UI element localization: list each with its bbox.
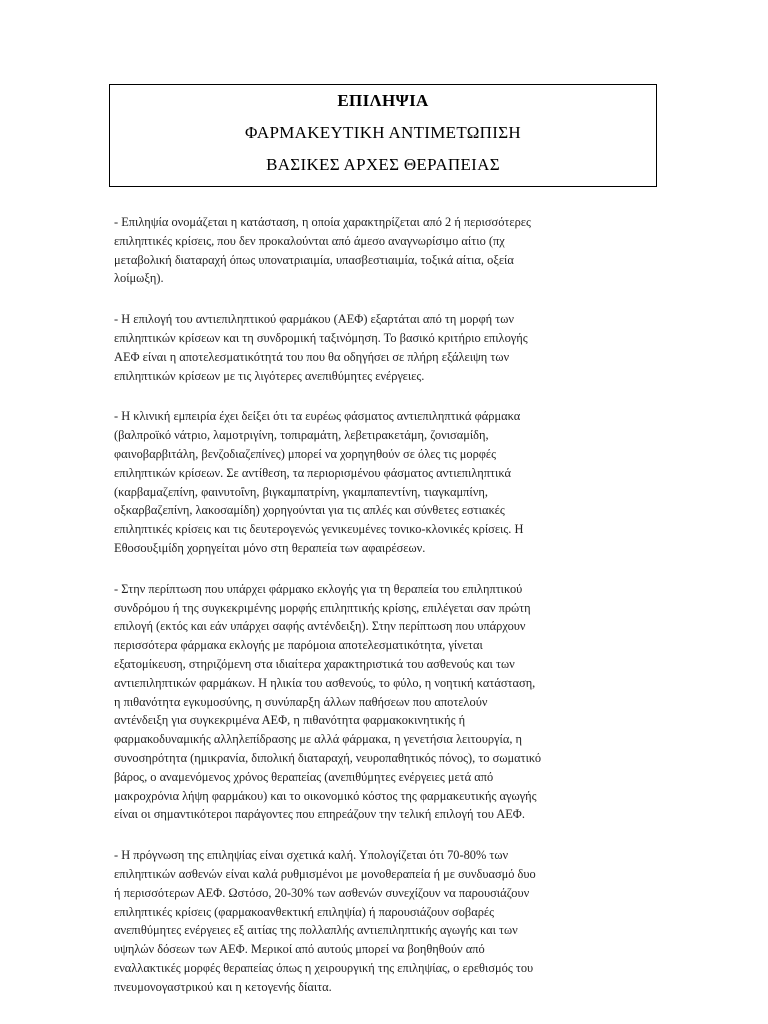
title-box (109, 84, 657, 187)
paragraph-line: συνοσηρότητα (ημικρανία, διπολική διαταραχή, νευροπαθητικός πόνος), το σωματικό (114, 750, 542, 765)
paragraph-line: περισσότερα φάρμακα εκλογής με παρόμοια αποτελεσματικότητα, γίνεται (114, 638, 483, 653)
document-title: ΕΠΙΛΗΨΙΑ (337, 91, 429, 110)
paragraph-line: αντένδειξη για συγκεκριμένα ΑΕΦ, η πιθανότητα φαρμακοκινητικής ή (114, 713, 466, 728)
paragraph-line: φαινοβαρβιτάλη, βενζοδιαζεπίνες) μπορεί να χορηγηθούν σε όλες τις μορφές (114, 446, 497, 461)
paragraph-line: - Η πρόγνωση της επιληψίας είναι σχετικά καλή. Υπολογίζεται ότι 70-80% των (114, 848, 509, 863)
paragraph-line: επιληπτικών ασθενών είναι καλά ρυθμισμένοι με μονοθεραπεία ή με συνδυασμό δυο (114, 866, 536, 881)
paragraph-line: επιλογή (εκτός και εάν υπάρχει σαφής αντένδειξη). Στην περίπτωση που υπάρχουν (114, 619, 526, 634)
paragraph-line: μακροχρόνια λήψη φαρμάκου) και το οικονομικό κόστος της φαρμακευτικής αγωγής (114, 788, 537, 803)
paragraph-line: επιληπτικές κρίσεις (φαρμακοανθεκτική επιληψία) ή παρουσιάζουν σοβαρές (114, 904, 495, 919)
paragraph-line: εξατομίκευση, στηριζόμενη στα ιδιαίτερα χαρακτηριστικά του ασθενούς και των (114, 656, 515, 671)
paragraph-line: επιληπτικών κρίσεων. Σε αντίθεση, τα περιορισμένου φάσματος αντιεπιληπτικά (114, 465, 511, 480)
paragraph-line: ΑΕΦ είναι η αποτελεσματικότητά του που θα οδηγήσει σε πλήρη εξάλειψη των (114, 349, 510, 364)
paragraph-line: επιληπτικές κρίσεις και τις δευτερογενώς γενικευμένες τονικο-κλονικές κρίσεις. Η (114, 522, 524, 537)
paragraph (114, 407, 674, 557)
paragraph-line: (καρβαμαζεπίνη, φαινυτοΐνη, βιγκαμπατρίνη, γκαμπαπεντίνη, τιαγκαμπίνη, (114, 484, 488, 499)
paragraph-line: είναι οι σημαντικότεροι παράγοντες που επηρεάζουν την τελική επιλογή του ΑΕΦ. (114, 807, 525, 822)
paragraph-line: βάρος, ο αναμενόμενος χρόνος θεραπείας (ανεπιθύμητες ενέργειες μετά από (114, 769, 494, 784)
paragraph-line: πνευμονογαστρικού και η κετογενής δίαιτα. (114, 979, 332, 994)
paragraph (114, 213, 674, 288)
paragraph-line: οξκαρβαζεπίνη, λακοσαμίδη) χορηγούνται για τις απλές και σύνθετες εστιακές (114, 503, 505, 518)
paragraph-line: εναλλακτικές μορφές θεραπείας όπως η χειρουργική της επιληψίας, ο ερεθισμός του (114, 960, 534, 975)
paragraph-line: - Η κλινική εμπειρία έχει δείξει ότι τα ευρέως φάσματος αντιεπιληπτικά φάρμακα (114, 409, 521, 424)
paragraph-line: υψηλών δόσεων των ΑΕΦ. Μερικοί από αυτούς μπορεί να βοηθηθούν από (114, 942, 485, 957)
document-body (114, 213, 674, 1018)
paragraph-line: επιληπτικών κρίσεων με τις λιγότερες ανεπιθύμητες ενέργειες. (114, 368, 425, 383)
paragraph (114, 580, 674, 824)
paragraph-line: λοίμωξη). (114, 271, 164, 286)
paragraph-line: η πιθανότητα εγκυμοσύνης, η συνύπαρξη άλλων παθήσεων που αποτελούν (114, 694, 488, 709)
document-subtitle: ΦΑΡΜΑΚΕΥΤΙΚΗ ΑΝΤΙΜΕΤΩΠΙΣΗ (244, 123, 521, 142)
paragraph-line: επιληπτικών κρίσεων και τη συνδρομική ταξινόμηση. Το βασικό κριτήριο επιλογής (114, 330, 528, 345)
paragraph-line: - Στην περίπτωση που υπάρχει φάρμακο εκλογής για τη θεραπεία του επιληπτικού (114, 581, 523, 596)
paragraph-line: μεταβολική διαταραχή όπως υπονατριαιμία, υπασβεστιαιμία, τοξικά αίτια, οξεία (114, 252, 514, 267)
paragraph-line: συνδρόμου ή της συγκεκριμένης μορφής επιληπτικής κρίσης, επιλέγεται σαν πρώτη (114, 600, 531, 615)
paragraph-line: - Επιληψία ονομάζεται η κατάσταση, η οποία χαρακτηρίζεται από 2 ή περισσότερες (114, 215, 531, 229)
paragraph-line: Εθοσουξιμίδη χορηγείται μόνο στη θεραπεία των αφαιρέσεων. (114, 540, 426, 555)
paragraph (114, 310, 674, 385)
paragraph-line: ή περισσότερων ΑΕΦ. Ωστόσο, 20-30% των ασθενών συνεχίζουν να παρουσιάζουν (114, 885, 530, 900)
section-heading: ΒΑΣΙΚΕΣ ΑΡΧΕΣ ΘΕΡΑΠΕΙΑΣ (266, 155, 500, 174)
paragraph-line: αντιεπιληπτικών φαρμάκων. Η ηλικία του ασθενούς, το φύλο, η νοητική κατάσταση, (114, 675, 536, 690)
paragraph-line: επιληπτικές κρίσεις, που δεν προκαλούνται από άμεσο αναγνωρίσιμο αίτιο (πχ (114, 233, 505, 248)
paragraph (114, 846, 674, 996)
paragraph-line: φαρμακοδυναμικής αλληλεπίδρασης με αλλά φάρμακα, η γενετήσια λειτουργία, η (114, 732, 523, 747)
paragraph-line: - Η επιλογή του αντιεπιληπτικού φαρμάκου (ΑΕΦ) εξαρτάται από τη μορφή των (114, 312, 514, 327)
paragraph-line: ανεπιθύμητες ενέργειες εξ αιτίας της πολλαπλής αντιεπιληπτικής αγωγής και των (114, 923, 518, 938)
paragraph-line: (βαλπροϊκό νάτριο, λαμοτριγίνη, τοπιραμάτη, λεβετιρακετάμη, ζονισαμίδη, (114, 428, 489, 443)
